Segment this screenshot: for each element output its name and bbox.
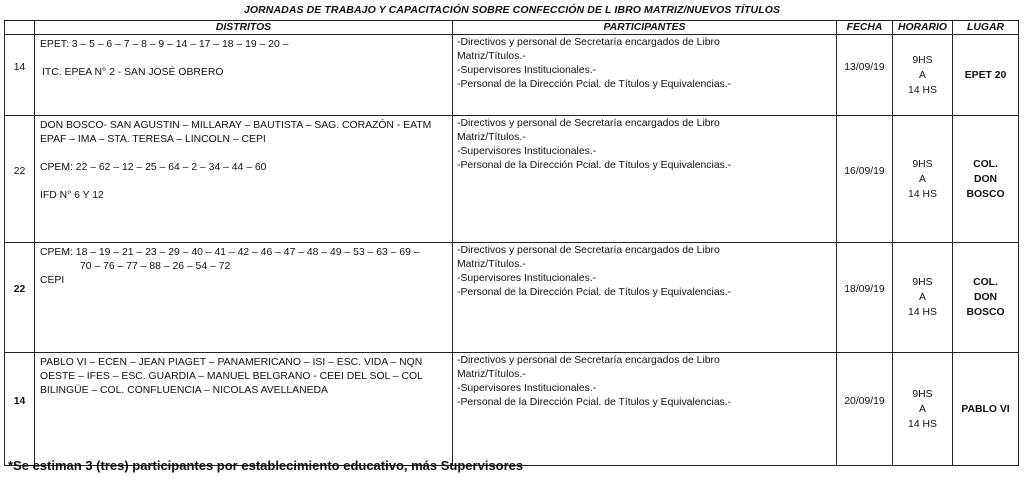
footnote: *Se estiman 3 (tres) participantes por establecimiento educativo, más Supervisores [8,458,524,473]
participant-line: -Personal de la Dirección Pcial. de Títulos y Equivalencias.- [457,79,732,90]
participant-line: -Directivos y personal de Secretaría encargados de Libro [457,37,720,48]
fecha-cell: 20/09/19 [837,353,893,466]
horario-cell: 9HS A 14 HS [893,116,953,243]
table-row [5,116,1019,243]
participant-line: -Personal de la Dirección Pcial. de Títulos y Equivalencias.- [457,287,732,298]
distrito-line: EPET: 3 – 5 – 6 – 7 – 8 – 9 – 14 – 17 – 18 – 19 – 20 – [40,39,289,50]
distrito-line: DON BOSCO- SAN AGUSTIN – MILLARAY – BAUTISTA – SAG. CORAZÓN - EATM [40,120,432,131]
participant-line: -Directivos y personal de Secretaría encargados de Libro [457,118,720,129]
participant-line: Matriz/Títulos.- [457,132,526,143]
participant-line: -Supervisores Institucionales.- [457,273,597,284]
participant-line: -Supervisores Institucionales.- [457,65,597,76]
fecha-cell: 18/09/19 [837,243,893,353]
page-title: JORNADAS DE TRABAJO Y CAPACITACIÓN SOBRE CONFECCIÓN DE L IBRO MATRIZ/NUEVOS TÍTULOS [243,4,781,16]
table-row [5,35,1019,116]
horario-cell: 9HS A 14 HS [893,35,953,116]
row-number: 22 [5,116,35,243]
distritos-cell [35,116,453,243]
lugar-cell: COL. DON BOSCO [953,243,1019,353]
row-number: 14 [5,35,35,116]
distrito-line: CEPI [40,275,65,286]
lugar-cell: EPET 20 [953,35,1019,116]
table-row [5,353,1019,466]
distrito-line: BILINGÜE – COL. CONFLUENCIA – NICOLAS AVELLANEDA [40,385,328,396]
header-row [5,21,1019,35]
participant-line: -Personal de la Dirección Pcial. de Títulos y Equivalencias.- [457,397,732,408]
distrito-line: CPEM: 18 – 19 – 21 – 23 – 29 – 40 – 41 – 42 – 46 – 47 – 48 – 49 – 53 – 63 – 69 – [40,247,420,258]
distritos-cell [35,35,453,116]
header-participantes: PARTICIPANTES [453,21,837,35]
lugar-cell: PABLO VI [953,353,1019,466]
participant-line: -Supervisores Institucionales.- [457,146,597,157]
participant-line: -Supervisores Institucionales.- [457,383,597,394]
participant-line: Matriz/Títulos.- [457,369,526,380]
header-horario: HORARIO [893,21,953,35]
participant-line: -Directivos y personal de Secretaría encargados de Libro [457,355,720,366]
row-number: 22 [5,243,35,353]
table-row [5,243,1019,353]
lugar-cell: COL. DON BOSCO [953,116,1019,243]
fecha-cell: 16/09/19 [837,116,893,243]
distrito-line: ITC. EPEA N° 2 - SAN JOSÉ OBRERO [42,67,224,78]
distrito-line: IFD N° 6 Y 12 [40,190,104,201]
header-lugar: LUGAR [953,21,1019,35]
participant-line: -Directivos y personal de Secretaría encargados de Libro [457,245,720,256]
distrito-line: 70 – 76 – 77 – 88 – 26 – 54 – 72 [80,261,231,272]
participant-line: -Personal de la Dirección Pcial. de Títulos y Equivalencias.- [457,160,732,171]
horario-cell: 9HS A 14 HS [893,243,953,353]
participant-line: Matriz/Títulos.- [457,51,526,62]
row-number: 14 [5,353,35,466]
participant-line: Matriz/Títulos.- [457,259,526,270]
header-distritos: DISTRITOS [35,21,453,35]
distrito-line: EPAF – IMA – STA. TERESA – LINCOLN – CEPI [40,134,266,145]
fecha-cell: 13/09/19 [837,35,893,116]
distrito-line: CPEM: 22 – 62 – 12 – 25 – 64 – 2 – 34 – 44 – 60 [40,162,267,173]
distritos-cell [35,353,453,466]
participantes-cell [453,35,837,116]
participantes-cell [453,243,837,353]
distrito-line: OESTE – IFES – ESC. GUARDIA – MANUEL BELGRANO - CEEI DEL SOL – COL [40,371,423,382]
horario-cell: 9HS A 14 HS [893,353,953,466]
participantes-cell [453,116,837,243]
schedule-table [4,20,1019,466]
header-num [5,21,35,35]
distrito-line: PABLO VI – ECEN – JEAN PIAGET – PANAMERICANO – ISI – ESC. VIDA – NQN [40,357,423,368]
distritos-cell [35,243,453,353]
participantes-cell [453,353,837,466]
header-fecha: FECHA [837,21,893,35]
